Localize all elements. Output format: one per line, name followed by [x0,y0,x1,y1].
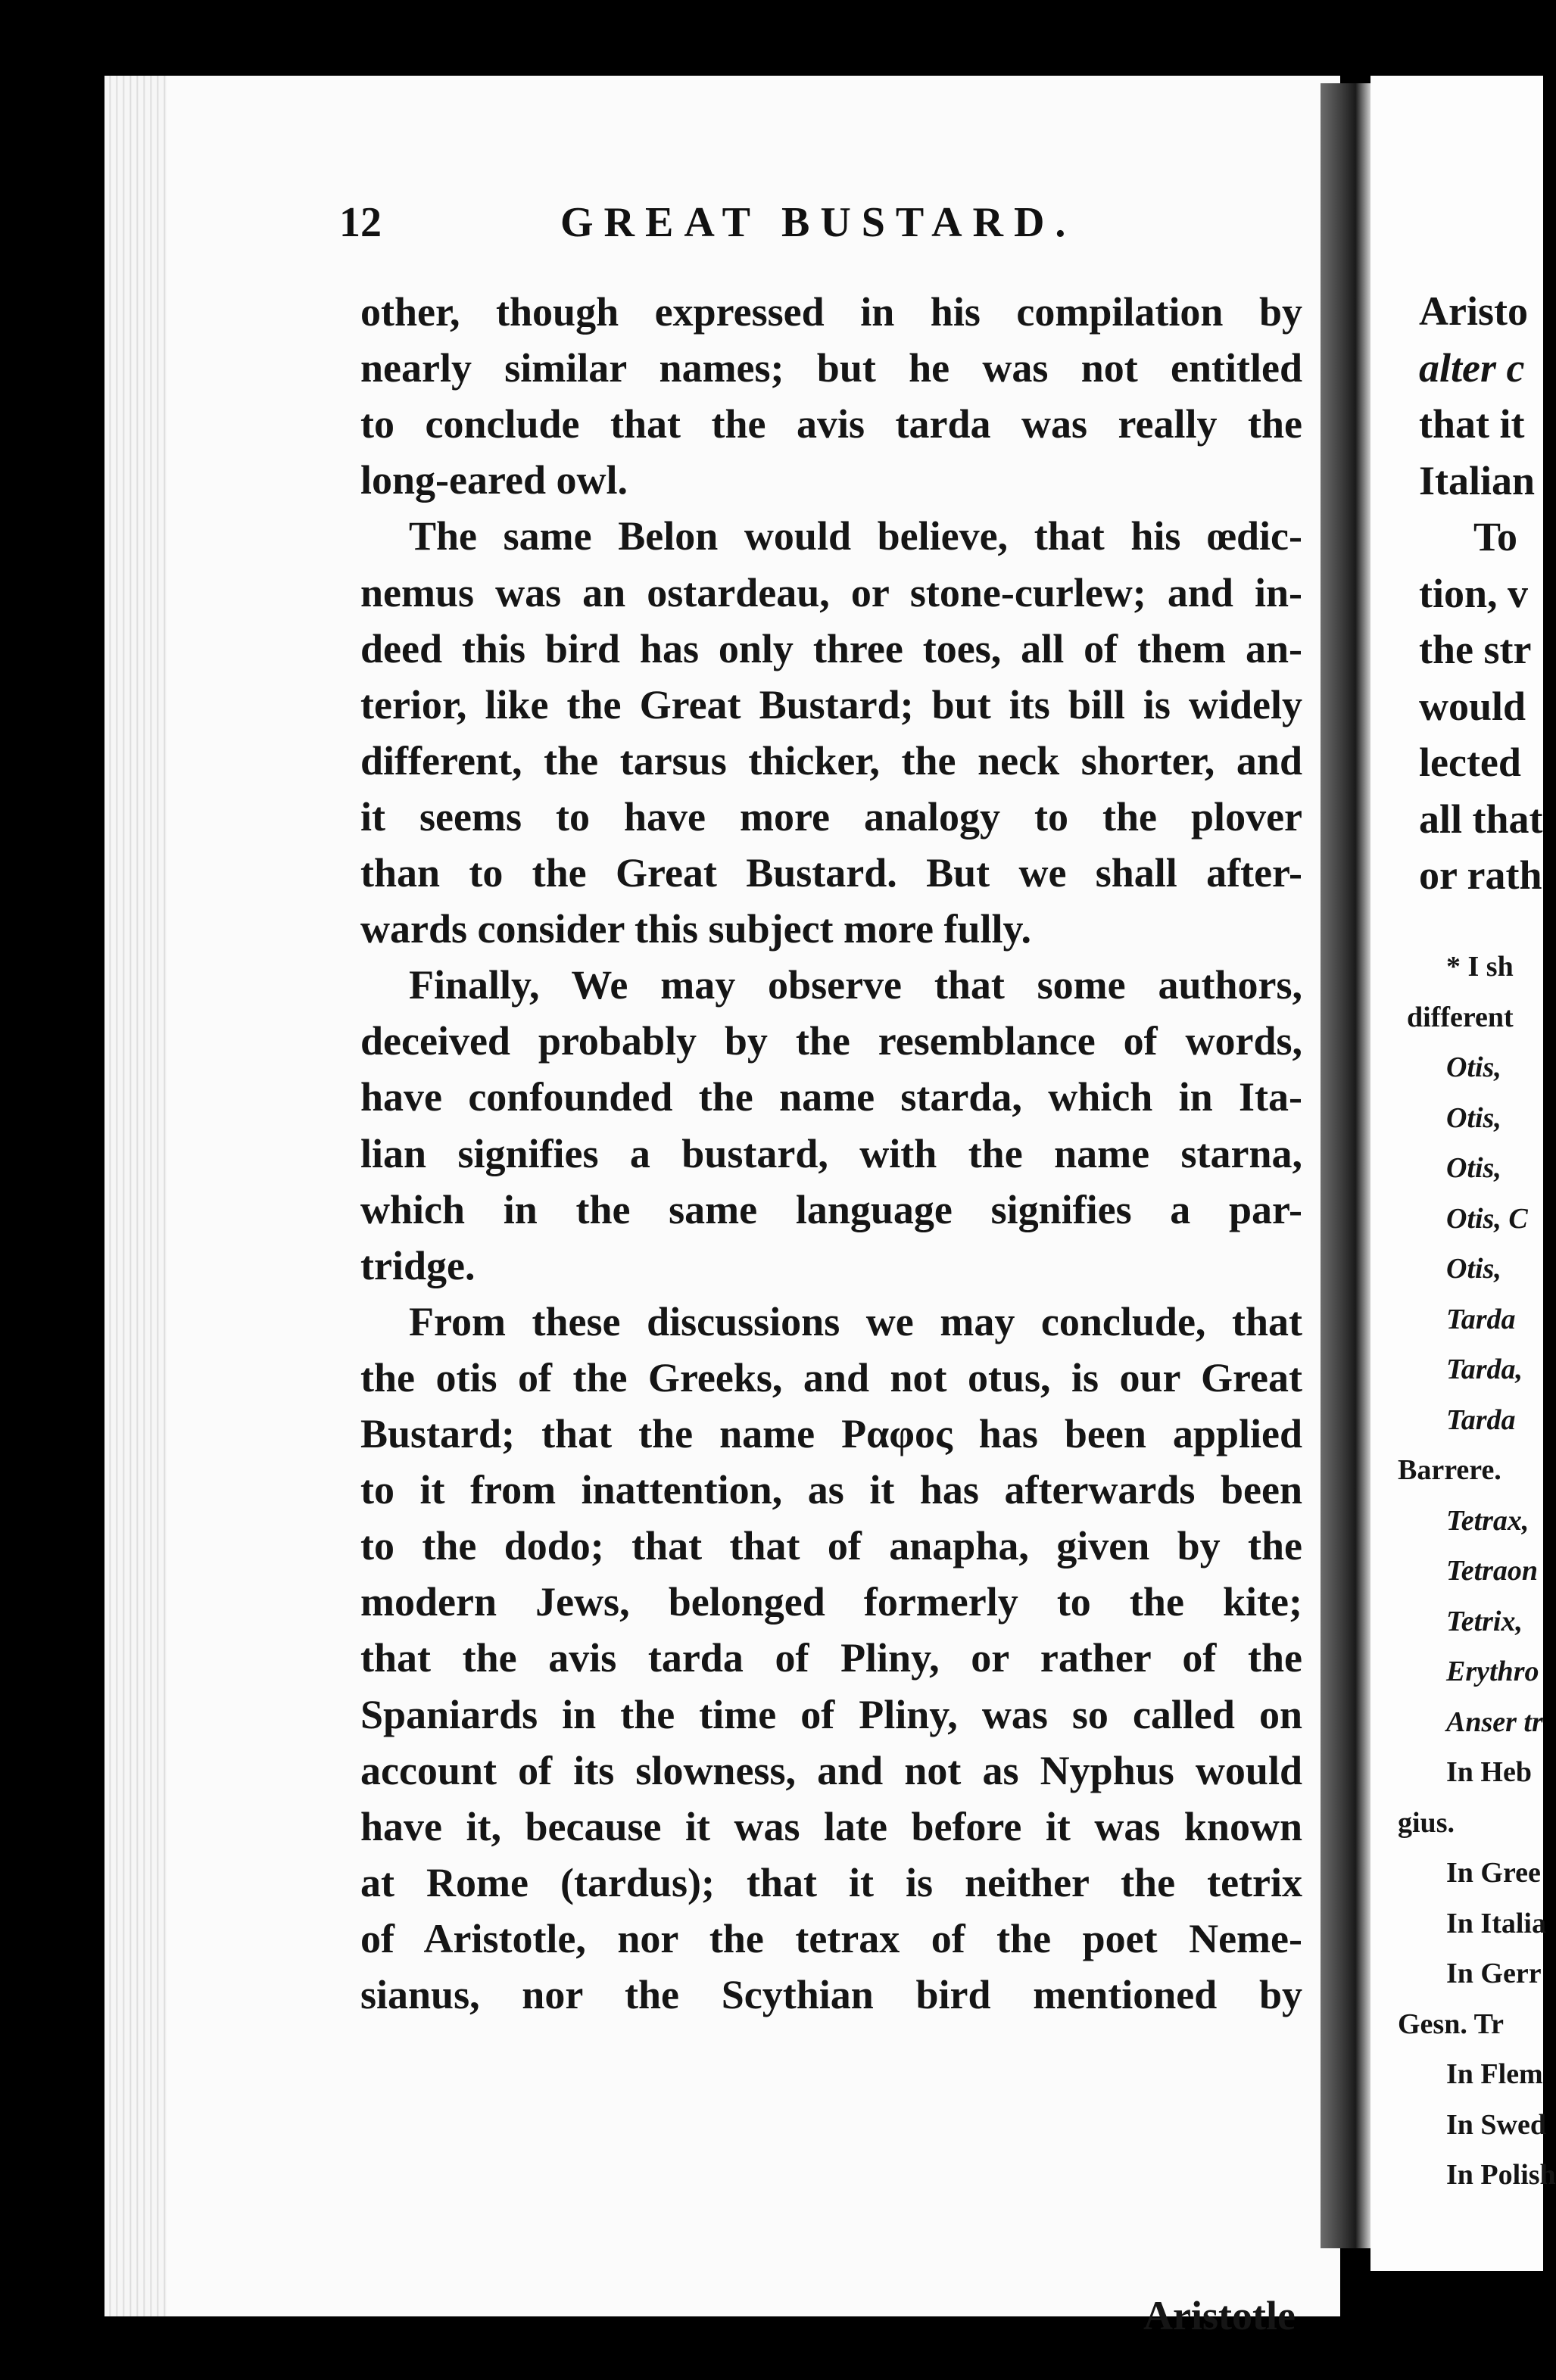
book-gutter [1321,83,1370,2248]
body-line: Finally, We may observe that some authors, [409,962,1302,1008]
right-page-line: that it [1419,401,1525,447]
right-page-footnote: Barrere. [1398,1454,1501,1486]
right-page-line: Italian [1419,457,1536,503]
body-line: wards consider this subject more fully. [360,906,1032,952]
body-line: different, the tarsus thicker, the neck shorter, and [360,737,1302,783]
right-page-footnote: Otis, [1446,1152,1501,1184]
right-page-footnote: Tetraon [1446,1555,1539,1587]
body-line: Spaniards in the time of Pliny, was so called on [360,1691,1302,1737]
body-line: have confounded the name starda, which in Ita- [360,1074,1302,1120]
body-line: to it from inattention, as it has afterwards been [360,1467,1302,1513]
body-line: long-eared owl. [360,457,628,503]
right-page-line: lected [1419,740,1521,785]
body-line: it seems to have more analogy to the plover [360,793,1302,840]
right-page-line: or rath [1419,852,1542,898]
right-page-footnote: * I sh [1446,951,1514,983]
body-line: deed this bird has only three toes, all of them an- [360,625,1302,671]
catchword: Aristotle [1143,2293,1296,2338]
body-line: modern Jews, belonged formerly to the kite; [360,1579,1302,1625]
right-page-footnote: Otis, [1446,1051,1501,1083]
right-page-footnote: In Heb [1446,1756,1532,1788]
body-line: nemus was an ostardeau, or stone-curlew; and in- [360,569,1302,615]
body-line: that the avis tarda of Pliny, or rather of the [360,1635,1302,1681]
right-page-footnote: Gesn. Tr [1398,2008,1505,2040]
body-line: From these discussions we may conclude, that [409,1298,1302,1344]
right-page-footnote: Tarda, [1446,1354,1523,1385]
body-line: nearly similar names; but he was not entitled [360,345,1302,391]
right-page-line: all that [1419,796,1543,842]
right-page-line: would [1419,683,1526,729]
page-edges [104,76,167,2316]
body-line: Bustard; that the name Ραφος has been applied [360,1411,1302,1456]
right-page-line: alter c [1419,344,1525,391]
body-line: The same Belon would believe, that his œdic- [409,513,1302,559]
right-page-footnote: Otis, C [1446,1202,1528,1235]
body-line: tridge. [360,1242,476,1288]
right-page-footnote: In Flem [1446,2058,1543,2090]
right-page-line: the str [1419,627,1532,672]
right-page-footnote: In Gree [1446,1857,1541,1889]
body-line: to the dodo; that that of anapha, given by the [360,1523,1302,1569]
body-line: sianus, nor the Scythian bird mentioned by [360,1972,1302,2017]
right-page-line: To [1473,514,1518,559]
body-line: have it, because it was late before it was known [360,1803,1302,1849]
right-page-footnote: In Italia [1446,1907,1546,1939]
body-line: terior, like the Great Bustard; but its bill is widely [360,681,1302,727]
right-page-footnote: gius. [1398,1806,1455,1839]
right-page-footnote: Tarda [1446,1303,1516,1335]
body-line: than to the Great Bustard. But we shall after- [360,850,1302,896]
right-page-footnote: different [1407,1001,1514,1033]
page-number: 12 [339,199,382,246]
right-page-line: Aristo [1419,288,1528,334]
right-page-footnote: In Gerr [1446,1958,1542,1989]
body-line: lian signifies a bustard, with the name starna, [360,1130,1302,1176]
body-line: other, though expressed in his compilation by [360,289,1302,335]
running-title: GREAT BUSTARD. [560,199,1077,246]
body-line: which in the same language signifies a par- [360,1186,1302,1232]
right-page-footnote: Tetrax, [1446,1504,1529,1537]
right-page-footnote: In Swed [1446,2108,1546,2141]
body-line: account of its slowness, and not as Nyphus would [360,1747,1302,1793]
right-page-footnote: Otis, [1446,1253,1501,1285]
right-page-footnote: Anser tr [1446,1706,1543,1738]
body-line: to conclude that the avis tarda was really the [360,401,1302,447]
body-line: the otis of the Greeks, and not otus, is our Great [360,1354,1302,1400]
right-page-line: tion, v [1419,570,1529,616]
right-page-footnote: Otis, [1446,1101,1501,1134]
right-page-footnote: In Polish [1446,2159,1556,2191]
body-line: deceived probably by the resemblance of words, [360,1018,1302,1064]
body-line: at Rome (tardus); that it is neither the tetrix [360,1859,1302,1905]
right-page-footnote: Tarda [1446,1403,1516,1436]
right-page-footnote: Tetrix, [1446,1605,1523,1637]
right-page-footnote: Erythro [1446,1656,1539,1687]
body-line: of Aristotle, nor the tetrax of the poet Neme- [360,1915,1302,1961]
